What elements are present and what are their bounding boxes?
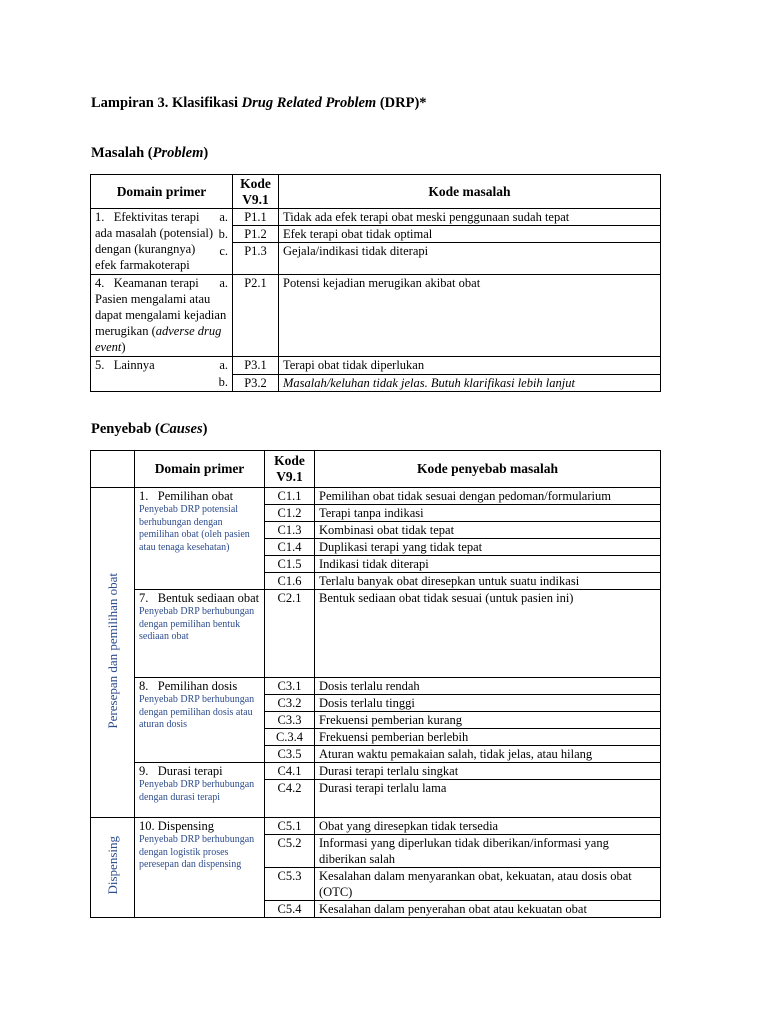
section-label-cell [91, 488, 135, 818]
cause-text: Durasi terapi terlalu lama [315, 780, 661, 818]
section-label: Peresepan dan pemilihan obat [104, 572, 120, 729]
header-masalah: Kode masalah [279, 175, 661, 209]
cause-text: Indikasi tidak diterapi [315, 556, 661, 573]
cause-text: Durasi terapi terlalu singkat [315, 763, 661, 780]
code-cell: C4.1 [265, 763, 315, 780]
code-cell: C3.5 [265, 746, 315, 763]
cause-text: Aturan waktu pemakaian salah, tidak jelas, atau hilang [315, 746, 661, 763]
cause-text: Duplikasi terapi yang tidak tepat [315, 539, 661, 556]
code-cell: C2.1 [265, 590, 315, 678]
code-cell: P2.1 [233, 275, 279, 357]
cause-text: Kombinasi obat tidak tepat [315, 522, 661, 539]
code-cell: C1.4 [265, 539, 315, 556]
problem-text: Gejala/indikasi tidak diterapi [279, 243, 661, 275]
code-cell: C3.2 [265, 695, 315, 712]
problem-text: Potensi kejadian merugikan akibat obat [279, 275, 661, 357]
domain-cell: 10. Dispensing Penyebab DRP berhubungan dengan logistik proses peresepan dan dispensing [135, 818, 265, 918]
cause-text: Dosis terlalu rendah [315, 678, 661, 695]
problem-text: Tidak ada efek terapi obat meski penggunaan sudah tepat [279, 209, 661, 226]
code-cell: C1.2 [265, 505, 315, 522]
code-cell: C1.1 [265, 488, 315, 505]
domain-cell: a. 4. Keamanan terapi Pasien mengalami atau dapat mengalami kejadian merugikan (adverse drug event) [91, 275, 233, 357]
code-cell: C4.2 [265, 780, 315, 818]
code-cell: C.3.4 [265, 729, 315, 746]
code-cell: C5.1 [265, 818, 315, 835]
problem-text: Masalah/keluhan tidak jelas. Butuh klarifikasi lebih lanjut [279, 374, 661, 392]
header-blank [91, 451, 135, 488]
domain-cell: a. b. 5. Lainnya [91, 357, 233, 392]
cause-text: Informasi yang diperlukan tidak diberikan/informasi yang diberikan salah [315, 835, 661, 868]
code-cell: C5.2 [265, 835, 315, 868]
cause-text: Bentuk sediaan obat tidak sesuai (untuk pasien ini) [315, 590, 661, 678]
code-cell: P1.2 [233, 226, 279, 243]
cause-text: Terapi tanpa indikasi [315, 505, 661, 522]
cause-text: Obat yang diresepkan tidak tersedia [315, 818, 661, 835]
code-cell: C1.5 [265, 556, 315, 573]
cause-text: Kesalahan dalam menyarankan obat, kekuatan, atau dosis obat (OTC) [315, 868, 661, 901]
domain-cell: 8. Pemilihan dosis Penyebab DRP berhubungan dengan pemilihan dosis atau aturan dosis [135, 678, 265, 763]
header-domain: Domain primer [135, 451, 265, 488]
problem-text: Terapi obat tidak diperlukan [279, 357, 661, 375]
section-label: Dispensing [104, 836, 120, 895]
problem-text: Efek terapi obat tidak optimal [279, 226, 661, 243]
code-cell: P3.1 [233, 357, 279, 375]
code-cell: C5.3 [265, 868, 315, 901]
header-penyebab: Kode penyebab masalah [315, 451, 661, 488]
problem-heading: Masalah (Problem) [91, 145, 209, 161]
header-kode: Kode V9.1 [233, 175, 279, 209]
cause-text: Frekuensi pemberian berlebih [315, 729, 661, 746]
section-label-cell [91, 818, 135, 918]
problem-table [90, 174, 661, 392]
page-title: Lampiran 3. Klasifikasi Drug Related Problem (DRP)* [91, 95, 427, 111]
code-cell: P1.3 [233, 243, 279, 275]
code-cell: P1.1 [233, 209, 279, 226]
cause-text: Kesalahan dalam penyerahan obat atau kekuatan obat [315, 901, 661, 918]
domain-cell: 7. Bentuk sediaan obat Penyebab DRP berhubungan dengan pemilihan bentuk sediaan obat [135, 590, 265, 678]
causes-heading: Penyebab (Causes) [91, 421, 208, 437]
code-cell: C3.1 [265, 678, 315, 695]
causes-table [90, 450, 661, 918]
code-cell: C5.4 [265, 901, 315, 918]
cause-text: Dosis terlalu tinggi [315, 695, 661, 712]
domain-cell: a. b. c. 1. Efektivitas terapi ada masalah (potensial) dengan (kurangnya) efek farmakoterapi [91, 209, 233, 275]
cause-text: Terlalu banyak obat diresepkan untuk suatu indikasi [315, 573, 661, 590]
domain-cell: 1. Pemilihan obat Penyebab DRP potensial berhubungan dengan pemilihan obat (oleh pasien atau tenaga kesehatan) [135, 488, 265, 590]
code-cell: C1.6 [265, 573, 315, 590]
code-cell: C3.3 [265, 712, 315, 729]
code-cell: P3.2 [233, 374, 279, 392]
code-cell: C1.3 [265, 522, 315, 539]
domain-cell: 9. Durasi terapi Penyebab DRP berhubungan dengan durasi terapi [135, 763, 265, 818]
header-kode: Kode V9.1 [265, 451, 315, 488]
cause-text: Pemilihan obat tidak sesuai dengan pedoman/formularium [315, 488, 661, 505]
cause-text: Frekuensi pemberian kurang [315, 712, 661, 729]
header-domain: Domain primer [91, 175, 233, 209]
